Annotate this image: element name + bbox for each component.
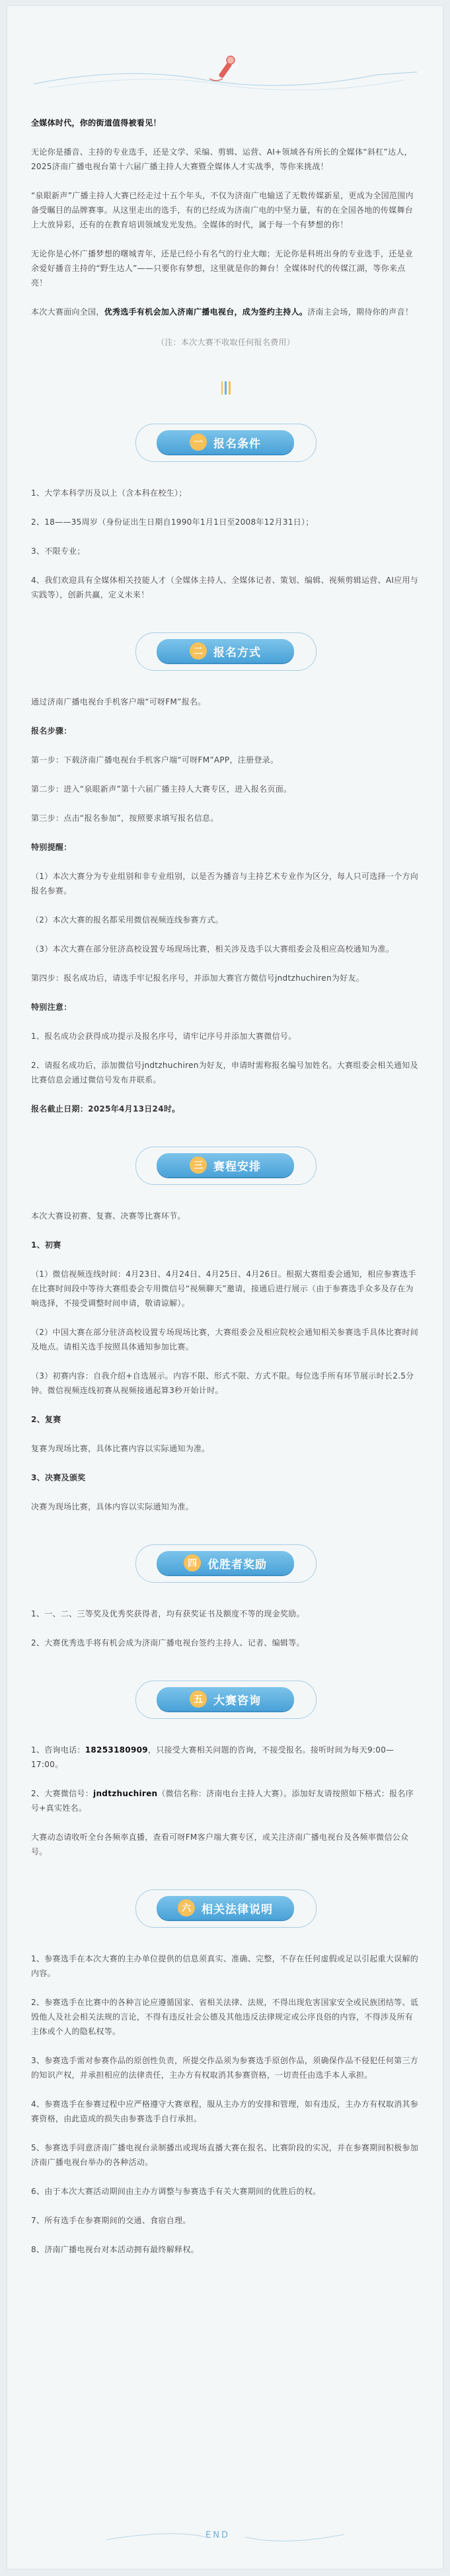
condition-item: 2、18——35周岁（身份证出生日期自1990年1月1日至2008年12月31日）； xyxy=(31,517,314,527)
stage-item: （2）中国大赛在部分驻济高校设置专场现场比赛，大赛组委会及相应院校会通知相关参赛选手具体比赛时间及地点。请相关选手按照具体通知参加比赛。 xyxy=(31,1328,419,1351)
section-number-badge: 三 xyxy=(190,1156,207,1174)
steps-label: 报名步骤： xyxy=(31,726,72,736)
section-number-badge: 一 xyxy=(190,434,207,451)
divider-bars-icon xyxy=(221,381,231,395)
microphone-icon xyxy=(209,56,235,81)
tip-item: （3）本次大赛在部分驻济高校设置专场现场比赛，相关涉及选手以大赛组委会及相应高校通知为准。 xyxy=(31,944,394,954)
intro-p4-strong: 优秀选手有机会加入济南广播电视台，成为签约主持人。 xyxy=(104,307,308,317)
intro-paragraph-2: “泉眼新声”广播主持人大赛已经走过十五个年头，不仅为济南广电输送了无数传媒新星，更成为全国范围内备受瞩目的品牌赛事。从这里走出的选手，有的已经成为济南广电的中坚力量，有的在全国各地的传媒舞台上大放异彩，还有的在教育培训领域发光发热。全媒体的时代，属于每一个有梦想的你！ xyxy=(31,191,414,229)
stage-item: （1）微信视频连线时间：4月23日、4月24日、4月25日、4月26日。根据大赛组委会通知，相应参赛选手在比赛时间段中等待大赛组委会专用微信号“视频聊天”邀请，接通后进行展示（由于参赛选手众多及存在为响选择，不接受调整时间申请，敬请谅解）。 xyxy=(31,1269,416,1308)
intro-p4-suffix: 济南主会场，期待你的声音！ xyxy=(307,307,414,317)
wechat-id: jndtzhuchiren xyxy=(93,1789,158,1798)
end-label: END xyxy=(206,2530,230,2540)
schedule-intro: 本次大赛设初赛、复赛、决赛等比赛环节。 xyxy=(31,1211,186,1221)
wechat-label: 2、大赛微信号： xyxy=(31,1789,94,1798)
step-item: 第三步：点击“报名参加”，按照要求填写报名信息。 xyxy=(31,814,219,823)
award-item: 1、一、二、三等奖及优秀奖获得者，均有获奖证书及额度不等的现金奖励。 xyxy=(31,1609,305,1618)
phone-label: 1、咨询电话： xyxy=(31,1745,85,1755)
tips-label: 特别提醒： xyxy=(31,843,72,852)
section-header-legal xyxy=(31,1889,420,1929)
header-decoration xyxy=(7,6,444,92)
stage-title: 2、复赛 xyxy=(31,1415,61,1424)
consult-wechat xyxy=(31,1786,420,1815)
article-content xyxy=(31,116,420,2271)
stage-item: （3）初赛内容：自我介绍+自选展示。内容不限、形式不限、方式不限。每位选手所有环节展示时长2.5分钟。微信视频连线初赛从视频接通起算3秒开始计时。 xyxy=(31,1371,414,1395)
intro-paragraph-3: 无论你是心怀广播梦想的曙城青年，还是已经小有名气的行业大咖；无论你是科班出身的专业选手，还是业余爱好播音主持的“野生达人”——只要你有梦想，这里就是你的舞台！全媒体时代的传媒江湖，等你来点亮！ xyxy=(31,249,414,287)
section-header-consult xyxy=(31,1681,420,1720)
tip-item: （2）本次大赛的报名都采用微信视频连线参赛方式。 xyxy=(31,915,223,925)
section-title: 优胜者奖励 xyxy=(207,1558,267,1572)
intro-greeting: 全媒体时代，你的街道值得被看见！ xyxy=(31,118,161,128)
section-header-schedule xyxy=(31,1147,420,1186)
section-header-conditions xyxy=(31,424,420,463)
section-title: 大赛咨询 xyxy=(213,1694,261,1708)
consult-extra: 大赛动态请收听全台各频率直播，查看可呀FM客户端大赛专区，或关注济南广播电视台及各频率微信公众号。 xyxy=(31,1833,409,1856)
notice-item: 2、请报名成功后，添加微信号jndtzhuchiren为好友，申请时需称报名编号加姓名。大赛组委会相关通知及比赛信息会通过微信号发布并联系。 xyxy=(31,1061,418,1084)
phone-suffix: ，只接受大赛相关问题的咨询，不接受报名。接听时间为每天9:00—17:00。 xyxy=(31,1745,394,1769)
step-item: 第一步：下载济南广播电视台手机客户端“可呀FM”APP，注册登录。 xyxy=(31,755,279,765)
section-header-method xyxy=(31,632,420,672)
section-title: 相关法律说明 xyxy=(202,1903,273,1916)
step-item: 第二步：进入“泉眼新声”第十六届广播主持人大赛专区，进入报名页面。 xyxy=(31,784,292,794)
stage-title: 3、决赛及颁奖 xyxy=(31,1473,86,1482)
intro-paragraph-1: 无论你是播音、主持的专业选手，还是文学、采编、剪辑、运营、AI+领域各有所长的全媒体“斜杠”达人，2025济南广播电视台第十六届广播主持人大赛暨全媒体人才实战季，等你来挑战！ xyxy=(31,147,412,171)
section-number-badge: 二 xyxy=(190,642,207,660)
section-title: 报名方式 xyxy=(213,646,261,660)
tip-item: 第四步：报名成功后，请选手牢记报名序号，并添加大赛官方微信号jndtzhuchiren为好友。 xyxy=(31,973,365,983)
legal-item: 6、由于本次大赛活动期间由主办方调整与参赛选手有关大赛期间的优胜后的权。 xyxy=(31,2187,321,2196)
section-title: 赛程安排 xyxy=(213,1160,261,1174)
condition-item: 1、大学本科学历及以上（含本科在校生）； xyxy=(31,488,187,498)
section-title: 报名条件 xyxy=(213,437,261,451)
stage-text: 决赛为现场比赛，具体内容以实际通知为准。 xyxy=(31,1502,194,1511)
stage-text: 复赛为现场比赛，具体比赛内容以实际通知为准。 xyxy=(31,1444,210,1453)
free-note: （注：本次大赛不收取任何报名费用） xyxy=(156,338,295,347)
notice-item: 1、报名成功会获得成功提示及报名序号，请牢记序号并添加大赛微信号。 xyxy=(31,1032,297,1041)
section-number-badge: 五 xyxy=(190,1690,207,1708)
legal-item: 7、所有选手在参赛期间的交通、食宿自理。 xyxy=(31,2216,191,2225)
section-number-badge: 四 xyxy=(184,1554,201,1572)
consult-phone xyxy=(31,1743,420,1772)
method-intro: 通过济南广播电视台手机客户端“可呀FM”报名。 xyxy=(31,697,206,706)
condition-item: 4、我们欢迎具有全媒体相关技能人才（全媒体主持人、全媒体记者、策划、编辑、视频剪辑运营、AI应用与实践等），创新共赢，定义未来！ xyxy=(31,576,419,599)
intro-p4-prefix: 本次大赛面向全国， xyxy=(31,307,104,317)
legal-item: 4、参赛选手在参赛过程中应严格遵守大赛章程，服从主办方的安排和管理，如有违反，主办方有权取消其参赛资格，由此造成的损失由参赛选手自行承担。 xyxy=(31,2100,419,2123)
legal-item: 2、参赛选手在比赛中的各种言论应遵循国家、省相关法律、法规，不得出现危害国家安全或民族团结等、诋毁他人及社会相关法规的言论，不得有违反社会公德及其他违反法律规定或公序良俗的内容，不得涉及所有主体或个人的隐私权等。 xyxy=(31,1998,419,2036)
legal-item: 1、参赛选手在本次大赛的主办单位提供的信息须真实、准确、完整，不存在任何虚假或足以引起重大误解的内容。 xyxy=(31,1954,419,1978)
section-header-awards xyxy=(31,1544,420,1584)
legal-item: 3、参赛选手需对参赛作品的原创性负责，所提交作品须为参赛选手原创作品，须确保作品不侵犯任何第三方的知识产权，并承担相应的法律责任，主办方有权取消其参赛资格，一切责任由选手本人承担。 xyxy=(31,2056,419,2080)
legal-item: 5、参赛选手同意济南广播电视台录制播出或现场直播大赛在报名、比赛阶段的实况，并在参赛期间积极参加济南广播电视台举办的各种活动。 xyxy=(31,2143,419,2167)
section-number-badge: 六 xyxy=(178,1899,195,1916)
tip-item: （1）本次大赛分为专业组别和非专业组别，以是否为播音与主持艺术专业作为区分，每人只可选择一个方向报名参赛。 xyxy=(31,872,419,895)
wechat-suffix: （微信名称：济南电台主持人大赛）。添加好友请按照如下格式：报名序号+真实姓名。 xyxy=(31,1789,414,1813)
award-item: 2、大赛优秀选手将有机会成为济南广播电视台签约主持人、记者、编辑等。 xyxy=(31,1638,305,1648)
end-mark xyxy=(7,2517,444,2557)
article-frame xyxy=(7,5,443,2569)
condition-item: 3、不限专业； xyxy=(31,547,85,556)
deadline: 报名截止日期：2025年4月13日24时。 xyxy=(31,1104,180,1114)
stage-title: 1、初赛 xyxy=(31,1240,61,1250)
intro-paragraph-4 xyxy=(31,305,420,319)
phone-number: 18253180909 xyxy=(85,1745,148,1755)
legal-item: 8、济南广播电视台对本活动拥有最终解释权。 xyxy=(31,2245,199,2254)
notice-label: 特别注意： xyxy=(31,1003,72,1012)
